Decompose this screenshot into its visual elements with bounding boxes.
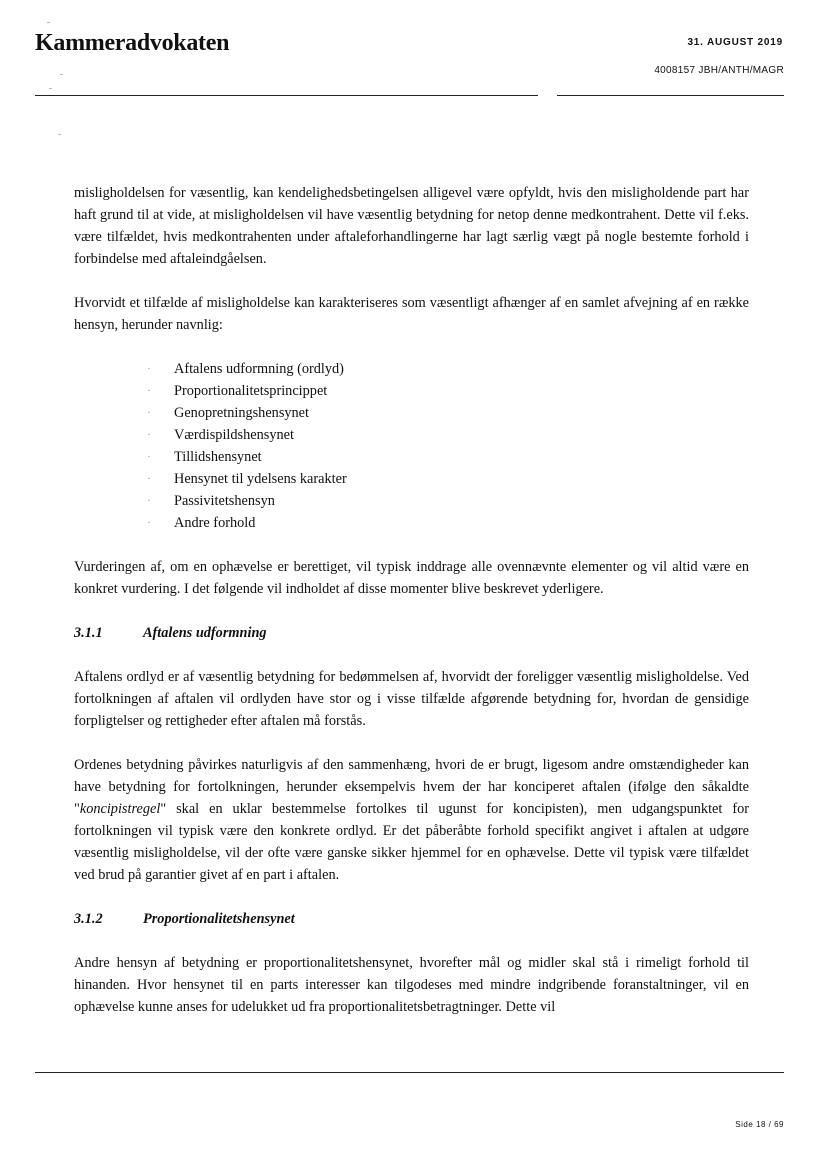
page-number: Side 18 / 69 <box>735 1120 784 1129</box>
scan-speck <box>60 74 63 75</box>
list-item: · Værdispildshensynet <box>174 424 749 446</box>
document-body <box>74 182 749 1040</box>
section-title: Proportionalitetshensynet <box>143 911 295 927</box>
section-number: 3.1.1 <box>74 625 103 641</box>
paragraph: Ordenes betydning påvirkes naturligvis af den sammenhæng, hvori de er brugt, ligesom andre omstændigheder kan have betydning for fortolkningen, herunder eksempelvis hvem der har konciperet aftalen (ifølge den såkaldte "koncipistregel" skal en uklar bestemmelse fortolkes til ugunst for koncipisten), men udgangspunktet for fortolkningen vil typisk være den konkrete ordlyd. Er det påberåbte forhold specifikt angivet i aftalen at udgøre væsentlig misligholdelse, vil der ofte være ganske sikker hjemmel for en ophævelse. Dette vil typisk være tilfældet ved brud på garantier givet af en part i aftalen. <box>74 757 749 883</box>
paragraph: Vurderingen af, om en ophævelse er berettiget, vil typisk inddrage alle ovennævnte elementer og vil altid være en konkret vurdering. I det følgende vil indholdet af disse momenter blive beskrevet yderligere. <box>74 559 749 597</box>
criteria-list <box>74 358 749 534</box>
list-item: · Aftalens udformning (ordlyd) <box>174 358 749 380</box>
section-number: 3.1.2 <box>74 911 103 927</box>
list-item: · Proportionalitetsprincippet <box>174 380 749 402</box>
scan-speck <box>49 88 52 89</box>
header-rule-left <box>35 95 538 96</box>
footer-rule <box>35 1072 784 1073</box>
list-item: · Tillidshensynet <box>174 446 749 468</box>
term-koncipistregel: koncipistregel <box>79 801 161 817</box>
header-rule-right <box>557 95 784 96</box>
paragraph: Hvorvidt et tilfælde af misligholdelse kan karakteriseres som væsentligt afhænger af en samlet afvejning af en række hensyn, herunder navnlig: <box>74 295 749 333</box>
bullet-icon: · <box>147 473 151 485</box>
bullet-icon: · <box>147 451 151 463</box>
bullet-icon: · <box>147 363 151 375</box>
list-item: · Andre forhold <box>174 512 749 534</box>
scan-speck <box>58 134 61 135</box>
section-title: Aftalens udformning <box>143 625 267 641</box>
section-heading <box>74 622 749 644</box>
bullet-icon: · <box>147 495 151 507</box>
logo: Kammeradvokaten <box>35 30 230 56</box>
bullet-icon: · <box>147 429 151 441</box>
paragraph: misligholdelsen for væsentlig, kan kendelighedsbetingelsen alligevel være opfyldt, hvis den misligholdende part har haft grund til at vide, at misligholdelsen vil have væsentlig betydning for netop denne medkontrahent. Dette vil f.eks. være tilfældet, hvis medkontrahenten under aftaleforhandlingerne har lagt særlig vægt på nogle bestemte forhold i forbindelse med aftaleindgåelsen. <box>74 185 749 267</box>
paragraph: Aftalens ordlyd er af væsentlig betydning for bedømmelsen af, hvorvidt der foreligger væsentlig misligholdelse. Ved fortolkningen af aftalen vil ordlyden have stor og i visse tilfælde afgørende betydning for, hvordan de gensidige forpligtelser og rettigheder efter aftalen må forstås. <box>74 669 749 729</box>
paragraph: Andre hensyn af betydning er proportionalitetshensynet, hvorefter mål og midler skal stå i rimeligt forhold til hinanden. Hvor hensynet til en parts interesser kan tilgodeses med mindre indgribende foranstaltninger, vil en ophævelse kunne anses for udelukket ud fra proportionalitetsbetragtninger. Dette vil <box>74 955 749 1015</box>
list-item: · Genopretningshensynet <box>174 402 749 424</box>
document-date: 31. AUGUST 2019 <box>687 37 783 48</box>
scan-speck <box>47 22 50 23</box>
list-item: · Hensynet til ydelsens karakter <box>174 468 749 490</box>
document-reference: 4008157 JBH/ANTH/MAGR <box>654 65 784 76</box>
bullet-icon: · <box>147 407 151 419</box>
bullet-icon: · <box>147 517 151 529</box>
section-heading <box>74 908 749 930</box>
list-item: · Passivitetshensyn <box>174 490 749 512</box>
bullet-icon: · <box>147 385 151 397</box>
